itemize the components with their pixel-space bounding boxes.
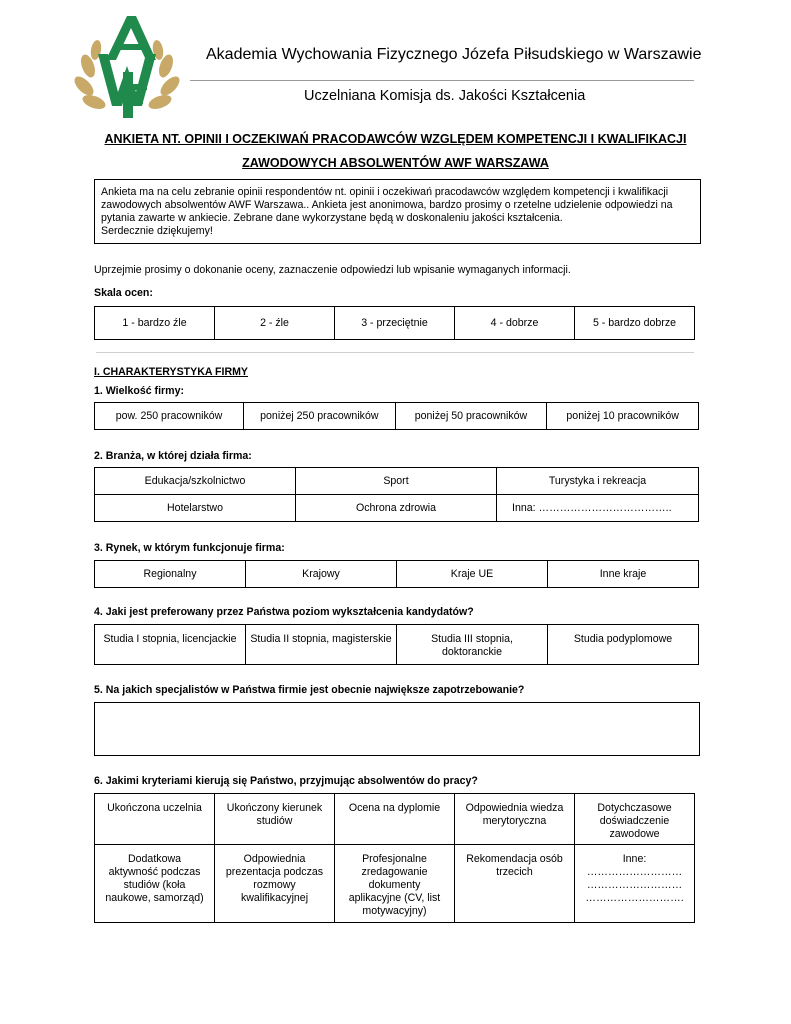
q6-option[interactable]: Profesjonalne zredagowanie dokumenty aplikacyjne (CV, list motywacyjny) <box>335 845 455 923</box>
q1-label: 1. Wielkość firmy: <box>94 385 184 397</box>
q2-other-input[interactable]: Inna: ……………………………….. <box>497 495 699 522</box>
q1-option[interactable]: poniżej 50 pracowników <box>395 403 547 430</box>
intro-line: Ankieta ma na celu zebranie opinii respondentów nt. opinii i oczekiwań pracodawców względem kompetencji i kwalifikacji <box>101 186 669 198</box>
q6-option[interactable]: Rekomendacja osób trzecich <box>455 845 575 923</box>
header-divider <box>190 80 694 81</box>
intro-box <box>94 179 701 244</box>
q3-option[interactable]: Regionalny <box>95 561 246 588</box>
survey-title-line2: ZAWODOWYCH ABSOLWENTÓW AWF WARSZAWA <box>242 156 549 170</box>
q4-options-table <box>94 624 699 665</box>
section-divider <box>96 352 694 353</box>
scale-item: 2 - źle <box>215 307 335 340</box>
scale-label: Skala ocen: <box>94 287 153 299</box>
q4-option[interactable]: Studia III stopnia, doktoranckie <box>397 625 548 665</box>
intro-line: zawodowych absolwentów AWF Warszawa.. Ankieta jest anonimowa, bardzo prosimy o rzetelne udzielenie odpowiedzi na <box>101 199 673 211</box>
survey-title-line1: ANKIETA NT. OPINII I OCZEKIWAŃ PRACODAWCÓW WZGLĘDEM KOMPETENCJI I KWALIFIKACJI <box>104 132 687 146</box>
q2-option[interactable]: Edukacja/szkolnictwo <box>95 468 296 495</box>
q3-option[interactable]: Inne kraje <box>548 561 699 588</box>
q2-options-table <box>94 467 699 522</box>
q6-option[interactable]: Dodatkowa aktywność podczas studiów (koła naukowe, samorząd) <box>95 845 215 923</box>
q4-option[interactable]: Studia podyplomowe <box>548 625 699 665</box>
q5-answer-field[interactable] <box>94 702 700 756</box>
q6-option[interactable]: Dotychczasowe doświadczenie zawodowe <box>575 794 695 845</box>
scale-item: 1 - bardzo źle <box>95 307 215 340</box>
awf-logo <box>74 14 180 120</box>
q3-options-table <box>94 560 699 588</box>
q2-option[interactable]: Sport <box>296 468 497 495</box>
q3-label: 3. Rynek, w którym funkcjonuje firma: <box>94 542 285 554</box>
q6-other-line[interactable]: ……………………… <box>586 866 683 878</box>
awf-letters <box>98 16 156 118</box>
q1-option[interactable]: poniżej 250 pracowników <box>244 403 396 430</box>
intro-line: Serdecznie dziękujemy! <box>101 225 213 237</box>
q3-option[interactable]: Krajowy <box>246 561 397 588</box>
q6-other-line[interactable]: ……………………… <box>586 879 683 891</box>
q1-option[interactable]: poniżej 10 pracowników <box>547 403 699 430</box>
q2-label: 2. Branża, w której działa firma: <box>94 450 252 462</box>
scale-table <box>94 306 695 340</box>
q6-option[interactable]: Ocena na dyplomie <box>335 794 455 845</box>
q6-option[interactable]: Odpowiednia wiedza merytoryczna <box>455 794 575 845</box>
institution-name: Akademia Wychowania Fizycznego Józefa Piłsudskiego w Warszawie <box>206 46 702 63</box>
q1-options-table <box>94 402 699 430</box>
q5-label: 5. Na jakich specjalistów w Państwa firmie jest obecnie największe zapotrzebowanie? <box>94 684 525 696</box>
q6-option[interactable]: Odpowiednia prezentacja podczas rozmowy kwalifikacyjnej <box>215 845 335 923</box>
q6-other-line[interactable]: ………………………. <box>585 892 684 904</box>
q4-option[interactable]: Studia I stopnia, licencjackie <box>95 625 246 665</box>
q3-option[interactable]: Kraje UE <box>397 561 548 588</box>
q6-other-cell[interactable] <box>575 845 695 923</box>
q2-option[interactable]: Ochrona zdrowia <box>296 495 497 522</box>
q4-option[interactable]: Studia II stopnia, magisterskie <box>246 625 397 665</box>
q6-option[interactable]: Ukończony kierunek studiów <box>215 794 335 845</box>
q6-label: 6. Jakimi kryteriami kierują się Państwo, przyjmując absolwentów do pracy? <box>94 775 478 787</box>
q6-criteria-table <box>94 793 695 923</box>
q1-option[interactable]: pow. 250 pracowników <box>95 403 244 430</box>
scale-item: 4 - dobrze <box>455 307 575 340</box>
committee-name: Uczelniana Komisja ds. Jakości Kształcenia <box>304 88 586 104</box>
scale-item: 3 - przeciętnie <box>335 307 455 340</box>
q4-label: 4. Jaki jest preferowany przez Państwa poziom wykształcenia kandydatów? <box>94 606 474 618</box>
q2-option[interactable]: Turystyka i rekreacja <box>497 468 699 495</box>
section-heading: I. CHARAKTERYSTYKA FIRMY <box>94 366 249 378</box>
q6-other-label: Inne: <box>622 853 647 865</box>
scale-item: 5 - bardzo dobrze <box>575 307 695 340</box>
intro-line: pytania zawarte w ankiecie. Zebrane dane wykorzystane będą w doskonaleniu jakości kształcenia. <box>101 212 563 224</box>
instructions-text: Uprzejmie prosimy o dokonanie oceny, zaznaczenie odpowiedzi lub wpisanie wymaganych informacji. <box>94 264 571 276</box>
q6-option[interactable]: Ukończona uczelnia <box>95 794 215 845</box>
q2-option[interactable]: Hotelarstwo <box>95 495 296 522</box>
